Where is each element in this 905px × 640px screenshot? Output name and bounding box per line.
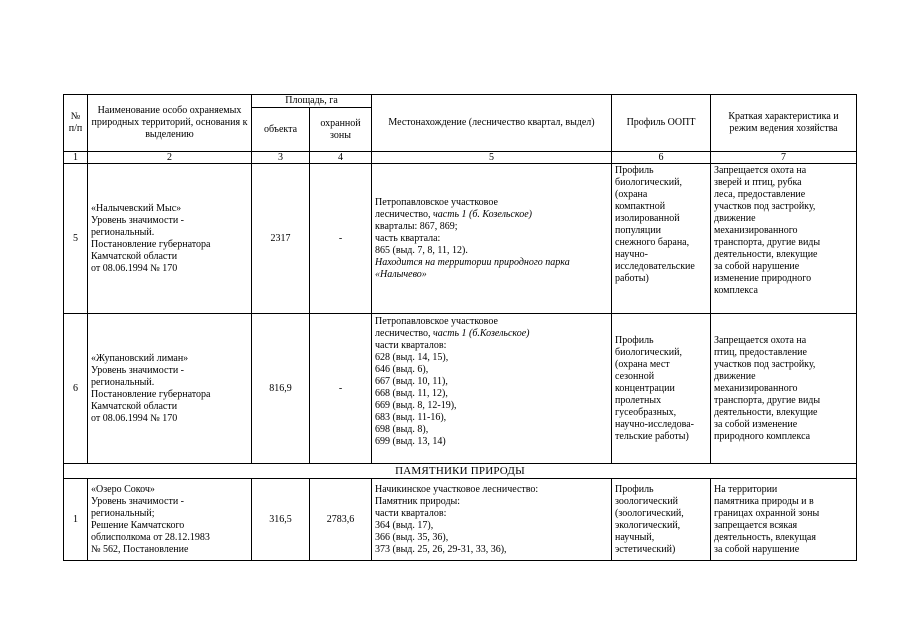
quarter-item: 667 (выд. 10, 11), (375, 376, 448, 387)
location-note: Находится на территории природного парка (375, 256, 570, 268)
quarter-item: 668 (выд. 11, 12), (375, 388, 448, 399)
name-line: Постановление губернатора (91, 388, 211, 400)
regime-line: запрещается всякая (714, 519, 798, 531)
regime-cell (711, 314, 857, 464)
profile-line: (охрана (615, 189, 648, 200)
regime-line: комплекса (714, 285, 758, 296)
column-number: 7 (711, 152, 857, 164)
header-name: Наименование особо охраняемых природных территорий, основания к выделению (88, 95, 252, 152)
name-line: от 08.06.1994 № 170 (91, 412, 178, 424)
name-line: Постановление губернатора (91, 238, 211, 250)
profile-line: пролетных (615, 394, 662, 406)
regime-line: Запрещается охота на (714, 165, 807, 176)
column-number: 1 (64, 152, 88, 164)
regime-line: транспорта, другие виды (714, 394, 821, 406)
profile-cell (612, 314, 711, 464)
regime-line: деятельности, влекущие (714, 406, 818, 418)
section-row (64, 464, 857, 479)
profile-line: научно-исследова- (615, 418, 694, 430)
location-line: Памятник природы: (375, 495, 461, 507)
location-text: лесничество, (375, 328, 434, 339)
regime-line: леса, предоставление (714, 189, 806, 200)
section-title: ПАМЯТНИКИ ПРИРОДЫ (64, 464, 857, 479)
regime-line: механизированного (714, 225, 798, 236)
name-line: «Жупановский лиман» (91, 352, 189, 364)
regime-line: памятника природы и в (714, 495, 814, 507)
profile-line: снежного барана, (615, 237, 690, 248)
quarter-item: 699 (выд. 13, 14) (375, 436, 446, 447)
location-cell (372, 314, 612, 464)
profile-line: биологический, (615, 177, 682, 188)
regime-line: механизированного (714, 382, 798, 394)
regime-line: Запрещается охота на (714, 334, 807, 346)
location-line: части кварталов: (375, 507, 447, 519)
name-line: Камчатской области (91, 250, 178, 262)
regime-line: зверей и птиц, рубка (714, 177, 802, 188)
location-part: часть 1 (б.Козельское) (433, 328, 530, 339)
location-line: кварталы: 867, 869; (375, 220, 458, 232)
profile-line: изолированной (615, 213, 680, 224)
profile-line: зоологический (615, 495, 678, 507)
name-line: региональный. (91, 376, 155, 388)
name-line: Камчатской области (91, 400, 178, 412)
table-row (64, 479, 857, 561)
location-cell (372, 164, 612, 314)
quarter-item: 698 (выд. 8), (375, 424, 429, 435)
regime-line: за собой нарушение (714, 261, 800, 272)
profile-line: исследовательские (615, 261, 695, 272)
profile-line: тельские работы) (615, 430, 689, 442)
profile-line: экологический, (615, 519, 681, 531)
regime-cell (711, 479, 857, 561)
column-number: 4 (310, 152, 372, 164)
regime-line: за собой изменение (714, 418, 798, 430)
column-number: 5 (372, 152, 612, 164)
profile-line: компактной (615, 201, 666, 212)
area-name-cell (88, 479, 252, 561)
row-number: 6 (64, 314, 88, 464)
regime-line: транспорта, другие виды (714, 237, 821, 248)
profile-line: (охрана мест (615, 358, 670, 370)
quarter-item: 628 (выд. 14, 15), (375, 352, 449, 363)
header-regime: Краткая характеристика и режим ведения хозяйства (711, 95, 857, 152)
name-line: № 562, Постановление (91, 543, 189, 555)
location-cell (372, 479, 612, 561)
profile-line: популяции (615, 225, 661, 236)
row-number: 1 (64, 479, 88, 561)
profile-line: научный, (615, 531, 655, 543)
area-zone-value: - (310, 314, 372, 464)
location-line: Петропавловское участковое (375, 196, 498, 208)
profile-line: концентрации (615, 382, 675, 394)
location-line: 865 (выд. 7, 8, 11, 12). (375, 244, 468, 256)
header-area-object: объекта (252, 108, 310, 152)
table-row (64, 164, 857, 314)
location-note: «Налычево» (375, 268, 427, 280)
regime-line: участков под застройку, (714, 358, 816, 370)
profile-line: биологический, (615, 346, 682, 358)
name-line: Уровень значимости - (91, 495, 185, 507)
header-profile: Профиль ООПТ (612, 95, 711, 152)
name-line: Уровень значимости - (91, 214, 185, 226)
profile-line: (зоологический, (615, 507, 684, 519)
quarter-item: 364 (выд. 17), (375, 519, 434, 531)
location-line (375, 328, 608, 340)
area-name-cell (88, 164, 252, 314)
location-line: Петропавловское участковое (375, 316, 498, 327)
regime-cell (711, 164, 857, 314)
regime-line: деятельность, влекущая (714, 531, 816, 543)
location-line (375, 209, 608, 221)
header-num: № п/п (64, 95, 88, 152)
regime-line: изменение природного (714, 273, 812, 284)
profile-cell (612, 164, 711, 314)
protected-areas-table (63, 94, 857, 561)
table-header-row (64, 95, 857, 108)
header-area-zone: охранной зоны (310, 108, 372, 152)
regime-line: участков под застройку, (714, 201, 816, 212)
area-object-value: 2317 (252, 164, 310, 314)
quarter-item: 683 (выд. 11-16), (375, 412, 447, 423)
location-line: части кварталов: (375, 340, 447, 351)
profile-line: научно- (615, 249, 649, 260)
header-location: Местонахождение (лесничество квартал, выдел) (372, 95, 612, 152)
profile-line: Профиль (615, 483, 654, 495)
profile-line: эстетический) (615, 543, 676, 555)
area-object-value: 816,9 (252, 314, 310, 464)
regime-line: за собой нарушение (714, 543, 800, 555)
table-row (64, 314, 857, 464)
location-text: лесничество, (375, 208, 434, 220)
area-zone-value: 2783,6 (310, 479, 372, 561)
regime-line: природного комплекса (714, 430, 811, 442)
quarter-item: 366 (выд. 35, 36), (375, 531, 449, 543)
quarter-item: 669 (выд. 8, 12-19), (375, 400, 457, 411)
name-line: «Озеро Сокоч» (91, 483, 155, 495)
name-line: облисполкома от 28.12.1983 (91, 531, 210, 543)
area-object-value: 316,5 (252, 479, 310, 561)
column-number: 2 (88, 152, 252, 164)
area-name-cell (88, 314, 252, 464)
regime-line: На территории (714, 483, 778, 495)
header-area: Площадь, га (252, 95, 372, 108)
name-line: от 08.06.1994 № 170 (91, 262, 178, 274)
quarter-item: 373 (выд. 25, 26, 29-31, 33, 36), (375, 543, 507, 555)
regime-line: птиц, предоставление (714, 346, 807, 358)
area-zone-value: - (310, 164, 372, 314)
name-line: «Налычевский Мыс» (91, 202, 182, 214)
name-line: региональный. (91, 226, 155, 238)
name-line: региональный; (91, 507, 155, 519)
name-line: Уровень значимости - (91, 364, 185, 376)
regime-line: границах охранной зоны (714, 507, 820, 519)
location-line: часть квартала: (375, 232, 441, 244)
column-number-row (64, 152, 857, 164)
location-line: Начикинское участковое лесничество: (375, 483, 539, 495)
column-number: 3 (252, 152, 310, 164)
regime-line: деятельности, влекущие (714, 249, 818, 260)
location-part: часть 1 (б. Козельское) (433, 208, 532, 220)
quarter-item: 646 (выд. 6), (375, 364, 429, 375)
profile-line: работы) (615, 273, 649, 284)
row-number: 5 (64, 164, 88, 314)
regime-line: движение (714, 370, 756, 382)
profile-line: гусеобразных, (615, 406, 677, 418)
profile-cell (612, 479, 711, 561)
regime-line: движение (714, 213, 756, 224)
profile-line: Профиль (615, 334, 654, 346)
column-number: 6 (612, 152, 711, 164)
name-line: Решение Камчатского (91, 519, 185, 531)
profile-line: сезонной (615, 370, 655, 382)
profile-line: Профиль (615, 165, 654, 176)
